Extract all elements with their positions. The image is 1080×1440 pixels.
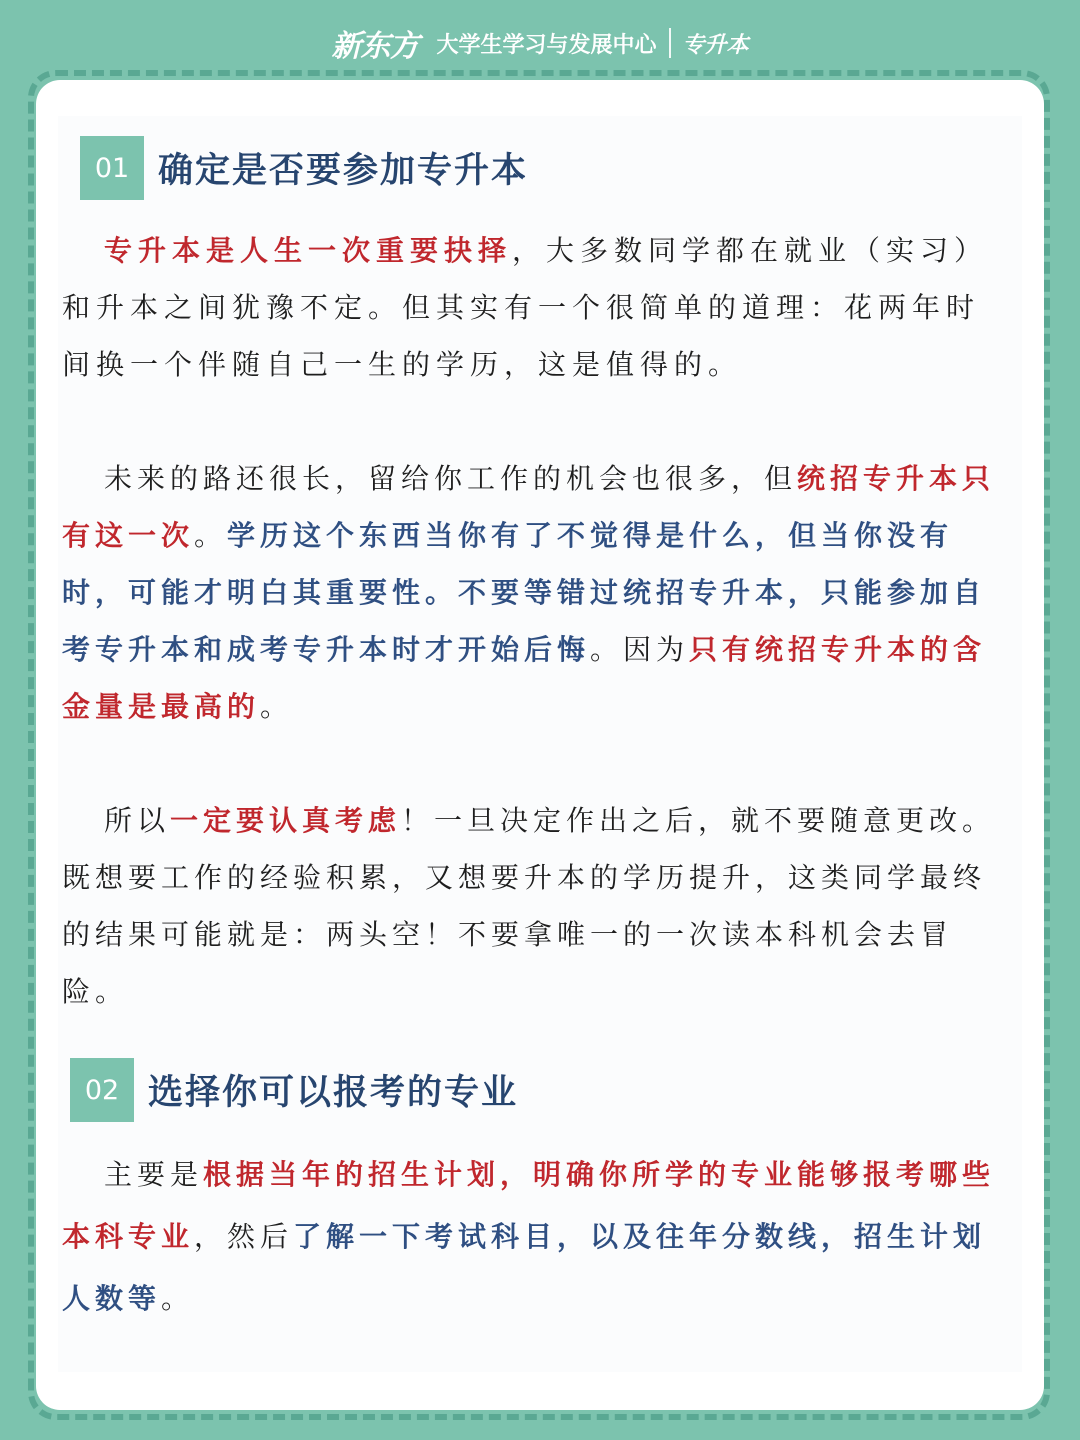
body-text: 主要是 — [104, 1158, 204, 1191]
body-text: 未来的路还很长，留给你工作的机会也很多，但 — [104, 462, 798, 495]
body-text: 。 — [194, 519, 228, 552]
highlight-red-text: 专升本是人生一次重要抉择 — [104, 234, 513, 267]
highlight-red-text: 统招专升本只有这一次 — [62, 462, 996, 552]
paragraph-1 — [62, 222, 1002, 393]
paragraph-3 — [62, 792, 1002, 1020]
brand-center-name: 大学生学习与发展中心 — [436, 32, 657, 58]
brand-tag: 专升本 — [682, 32, 749, 58]
section-title: 选择你可以报考的专业 — [148, 1073, 519, 1113]
body-text: 所以 — [104, 804, 171, 837]
paragraph-2 — [62, 450, 1002, 735]
body-text: 。 — [161, 1282, 195, 1315]
section-number-badge: 02 — [70, 1058, 134, 1122]
highlight-blue-text: 了解一下考试科目，以及往年分数线，招生计划人数等 — [62, 1220, 987, 1315]
section-number-badge: 01 — [80, 136, 144, 200]
highlight-blue-text: 学历这个东西当你有了不觉得是什么，但当你没有时，可能才明白其重要性。不要等错过统招专升本，只能参加自考专升本和成考专升本时才开始后悔 — [62, 519, 987, 666]
highlight-red-text: 一定要认真考虑 — [170, 804, 402, 837]
body-text: 。 — [260, 690, 294, 723]
body-text: ！一旦决定作出之后，就不要随意更改。既想要工作的经验积累，又想要升本的学历提升，这类同学最终的结果可能就是：两头空！不要拿唯一的一次读本科机会去冒险。 — [62, 804, 996, 1008]
paragraph-4 — [62, 1144, 1002, 1330]
body-text: ，大多数同学都在就业（实习）和升本之间犹豫不定。但其实有一个很简单的道理：花两年时间换一个伴随自己一生的学历，这是值得的。 — [62, 234, 989, 381]
section-header-01 — [80, 136, 528, 200]
brand-logo: 新东方 — [331, 29, 419, 64]
section-title: 确定是否要参加专升本 — [158, 151, 529, 191]
highlight-red-text: 根据当年的招生计划，明确你所学的专业能够报考哪些本科专业 — [62, 1158, 996, 1253]
brand-divider — [669, 28, 671, 58]
body-text: 。因为 — [590, 633, 690, 666]
body-text: ，然后 — [194, 1220, 294, 1253]
highlight-red-text: 只有统招专升本的含金量是最高的 — [62, 633, 987, 723]
section-header-02 — [70, 1058, 518, 1122]
